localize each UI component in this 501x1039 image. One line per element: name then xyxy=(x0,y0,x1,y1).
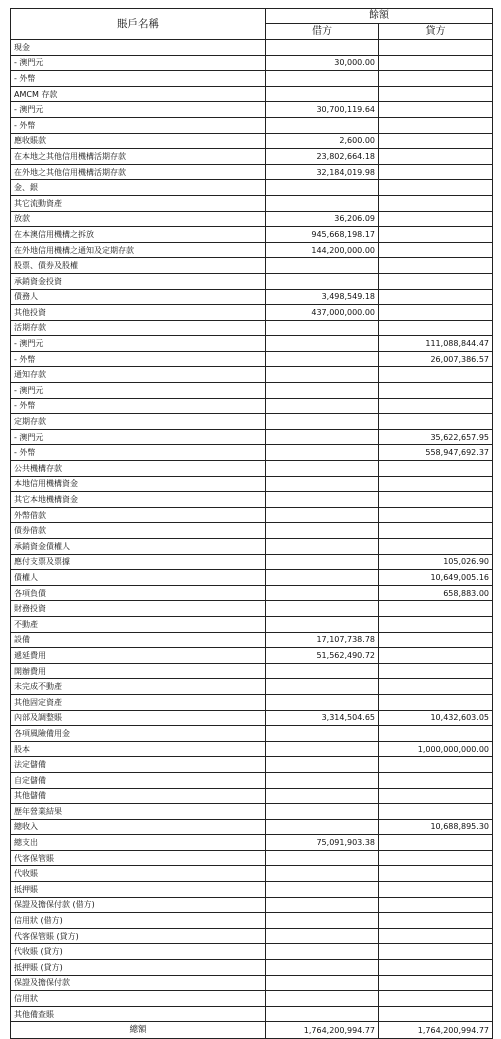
account-name: 其他投資 xyxy=(11,305,266,321)
credit-amount xyxy=(379,149,493,165)
account-row xyxy=(11,507,493,523)
account-row xyxy=(11,461,493,477)
account-name: - 外幣 xyxy=(11,445,266,461)
debit-amount xyxy=(266,461,379,477)
account-row xyxy=(11,40,493,56)
credit-amount xyxy=(379,1006,493,1022)
credit-amount: 105,026.90 xyxy=(379,554,493,570)
account-name: 在外地信用機構之通知及定期存款 xyxy=(11,242,266,258)
credit-amount: 658,883.00 xyxy=(379,585,493,601)
debit-amount xyxy=(266,195,379,211)
credit-amount: 10,688,895.30 xyxy=(379,819,493,835)
credit-amount xyxy=(379,492,493,508)
debit-amount xyxy=(266,819,379,835)
account-name: 自定儲備 xyxy=(11,772,266,788)
account-row xyxy=(11,570,493,586)
debit-amount xyxy=(266,960,379,976)
debit-amount xyxy=(266,71,379,87)
credit-amount xyxy=(379,975,493,991)
credit-amount xyxy=(379,913,493,929)
account-name: 在外地之其他信用機構活期存款 xyxy=(11,164,266,180)
total-row xyxy=(11,1022,493,1039)
account-name: 法定儲備 xyxy=(11,757,266,773)
debit-amount: 2,600.00 xyxy=(266,133,379,149)
account-name: 債券借款 xyxy=(11,523,266,539)
debit-amount xyxy=(266,585,379,601)
account-name: 保證及擔保付款 xyxy=(11,975,266,991)
account-name: 抵押賬 (貸方) xyxy=(11,960,266,976)
account-row xyxy=(11,180,493,196)
account-row xyxy=(11,960,493,976)
account-name: 金、銀 xyxy=(11,180,266,196)
account-name: 歷年營業結果 xyxy=(11,804,266,820)
debit-amount xyxy=(266,429,379,445)
account-row xyxy=(11,882,493,898)
account-name: 承銷資金債權人 xyxy=(11,539,266,555)
account-name: 其它本地機構資金 xyxy=(11,492,266,508)
account-name: 債權人 xyxy=(11,570,266,586)
debit-amount xyxy=(266,616,379,632)
debit-amount xyxy=(266,882,379,898)
account-name: 抵押賬 xyxy=(11,882,266,898)
account-row xyxy=(11,585,493,601)
debit-amount xyxy=(266,944,379,960)
account-row xyxy=(11,133,493,149)
debit-amount xyxy=(266,913,379,929)
debit-amount: 945,668,198.17 xyxy=(266,227,379,243)
debit-amount xyxy=(266,273,379,289)
credit-amount xyxy=(379,679,493,695)
credit-amount xyxy=(379,835,493,851)
account-row xyxy=(11,1006,493,1022)
account-row xyxy=(11,351,493,367)
debit-amount xyxy=(266,741,379,757)
account-row xyxy=(11,663,493,679)
account-row xyxy=(11,601,493,617)
credit-amount: 26,007,386.57 xyxy=(379,351,493,367)
credit-amount xyxy=(379,414,493,430)
account-row xyxy=(11,273,493,289)
account-name: 通知存款 xyxy=(11,367,266,383)
account-row xyxy=(11,913,493,929)
account-name: 應收賬款 xyxy=(11,133,266,149)
credit-amount xyxy=(379,40,493,56)
credit-amount xyxy=(379,320,493,336)
debit-amount xyxy=(266,398,379,414)
account-row xyxy=(11,336,493,352)
account-name: - 外幣 xyxy=(11,351,266,367)
account-name: 其它流動資產 xyxy=(11,195,266,211)
debit-amount: 17,107,738.78 xyxy=(266,632,379,648)
credit-amount xyxy=(379,648,493,664)
debit-amount xyxy=(266,40,379,56)
credit-amount xyxy=(379,258,493,274)
account-name: 在本澳信用機構之拆放 xyxy=(11,227,266,243)
credit-amount xyxy=(379,367,493,383)
credit-amount xyxy=(379,398,493,414)
debit-amount xyxy=(266,492,379,508)
debit-amount xyxy=(266,117,379,133)
account-row xyxy=(11,86,493,102)
total-label: 總額 xyxy=(11,1022,266,1039)
credit-amount: 558,947,692.37 xyxy=(379,445,493,461)
account-name: 代收賬 (貸方) xyxy=(11,944,266,960)
account-name: 股票、債券及股權 xyxy=(11,258,266,274)
account-row xyxy=(11,164,493,180)
credit-amount xyxy=(379,476,493,492)
debit-amount xyxy=(266,86,379,102)
account-name: 信用狀 xyxy=(11,991,266,1007)
debit-amount: 144,200,000.00 xyxy=(266,242,379,258)
credit-amount xyxy=(379,882,493,898)
account-name: - 外幣 xyxy=(11,117,266,133)
account-row xyxy=(11,975,493,991)
account-name: - 澳門元 xyxy=(11,429,266,445)
credit-amount: 10,432,603.05 xyxy=(379,710,493,726)
credit-amount xyxy=(379,788,493,804)
account-name: 定期存款 xyxy=(11,414,266,430)
account-name: - 澳門元 xyxy=(11,383,266,399)
account-name: 不動產 xyxy=(11,616,266,632)
credit-amount xyxy=(379,180,493,196)
debit-amount: 32,184,019.98 xyxy=(266,164,379,180)
debit-amount: 30,700,119.64 xyxy=(266,102,379,118)
account-name: 在本地之其他信用機構活期存款 xyxy=(11,149,266,165)
account-row xyxy=(11,944,493,960)
account-name: - 澳門元 xyxy=(11,55,266,71)
account-row xyxy=(11,258,493,274)
credit-amount xyxy=(379,726,493,742)
debit-amount xyxy=(266,601,379,617)
account-row xyxy=(11,71,493,87)
account-name: AMCM 存款 xyxy=(11,86,266,102)
account-row xyxy=(11,523,493,539)
total-debit: 1,764,200,994.77 xyxy=(266,1022,379,1039)
account-row xyxy=(11,679,493,695)
credit-amount xyxy=(379,694,493,710)
account-name: 開辦費用 xyxy=(11,663,266,679)
credit-amount xyxy=(379,461,493,477)
account-row xyxy=(11,398,493,414)
account-row xyxy=(11,632,493,648)
account-row xyxy=(11,616,493,632)
account-name: 總收入 xyxy=(11,819,266,835)
debit-amount: 51,562,490.72 xyxy=(266,648,379,664)
account-row xyxy=(11,866,493,882)
account-row xyxy=(11,117,493,133)
debit-amount xyxy=(266,850,379,866)
debit-amount xyxy=(266,804,379,820)
credit-amount xyxy=(379,71,493,87)
account-name: 本地信用機構資金 xyxy=(11,476,266,492)
debit-amount: 75,091,903.38 xyxy=(266,835,379,851)
debit-amount xyxy=(266,975,379,991)
credit-amount xyxy=(379,133,493,149)
account-name: 未完成不動產 xyxy=(11,679,266,695)
trial-balance-table xyxy=(10,8,493,1039)
credit-amount xyxy=(379,632,493,648)
account-row xyxy=(11,102,493,118)
account-name: 其他儲備 xyxy=(11,788,266,804)
trial-balance-sheet xyxy=(10,8,492,1039)
account-row xyxy=(11,710,493,726)
account-row xyxy=(11,539,493,555)
account-row xyxy=(11,211,493,227)
account-name: 活期存款 xyxy=(11,320,266,336)
credit-amount xyxy=(379,757,493,773)
debit-amount xyxy=(266,258,379,274)
credit-amount xyxy=(379,897,493,913)
debit-amount xyxy=(266,694,379,710)
credit-amount xyxy=(379,383,493,399)
credit-amount xyxy=(379,944,493,960)
account-name: 承銷資金投資 xyxy=(11,273,266,289)
account-name: - 澳門元 xyxy=(11,102,266,118)
debit-amount xyxy=(266,554,379,570)
debit-amount xyxy=(266,788,379,804)
account-row xyxy=(11,850,493,866)
account-row xyxy=(11,383,493,399)
credit-amount xyxy=(379,601,493,617)
debit-amount xyxy=(266,180,379,196)
account-name: 債務人 xyxy=(11,289,266,305)
debit-amount xyxy=(266,757,379,773)
account-name: 內部及調整賬 xyxy=(11,710,266,726)
account-row xyxy=(11,492,493,508)
credit-amount xyxy=(379,663,493,679)
debit-amount xyxy=(266,320,379,336)
debit-amount: 3,314,504.65 xyxy=(266,710,379,726)
account-name: 總支出 xyxy=(11,835,266,851)
account-name: - 外幣 xyxy=(11,398,266,414)
account-row xyxy=(11,476,493,492)
credit-amount: 10,649,005.16 xyxy=(379,570,493,586)
account-name-header: 賬戶名稱 xyxy=(11,9,266,40)
debit-amount xyxy=(266,772,379,788)
debit-amount xyxy=(266,928,379,944)
credit-amount: 1,000,000,000.00 xyxy=(379,741,493,757)
debit-amount: 437,000,000.00 xyxy=(266,305,379,321)
credit-header: 貸方 xyxy=(379,23,493,39)
debit-amount xyxy=(266,663,379,679)
credit-amount xyxy=(379,117,493,133)
credit-amount xyxy=(379,164,493,180)
account-name: - 澳門元 xyxy=(11,336,266,352)
credit-amount xyxy=(379,772,493,788)
debit-amount xyxy=(266,414,379,430)
credit-amount xyxy=(379,507,493,523)
balance-header: 餘額 xyxy=(266,9,493,24)
total-credit: 1,764,200,994.77 xyxy=(379,1022,493,1039)
debit-amount xyxy=(266,1006,379,1022)
debit-amount xyxy=(266,383,379,399)
credit-amount xyxy=(379,195,493,211)
credit-amount xyxy=(379,523,493,539)
account-row xyxy=(11,429,493,445)
account-row xyxy=(11,195,493,211)
account-row xyxy=(11,367,493,383)
credit-amount xyxy=(379,539,493,555)
debit-header: 借方 xyxy=(266,23,379,39)
account-row xyxy=(11,772,493,788)
credit-amount xyxy=(379,211,493,227)
account-row xyxy=(11,414,493,430)
debit-amount xyxy=(266,367,379,383)
account-name: 各項風險備用金 xyxy=(11,726,266,742)
account-row xyxy=(11,694,493,710)
account-row xyxy=(11,648,493,664)
debit-amount xyxy=(266,351,379,367)
debit-amount xyxy=(266,679,379,695)
account-name: 放款 xyxy=(11,211,266,227)
debit-amount: 36,206.09 xyxy=(266,211,379,227)
account-name: 其他備查賬 xyxy=(11,1006,266,1022)
debit-amount xyxy=(266,507,379,523)
account-name: 遞延費用 xyxy=(11,648,266,664)
account-row xyxy=(11,928,493,944)
credit-amount xyxy=(379,991,493,1007)
account-row xyxy=(11,242,493,258)
account-name: 外幣借款 xyxy=(11,507,266,523)
debit-amount xyxy=(266,570,379,586)
account-row xyxy=(11,55,493,71)
debit-amount xyxy=(266,336,379,352)
account-row xyxy=(11,741,493,757)
account-row xyxy=(11,320,493,336)
account-name: 現金 xyxy=(11,40,266,56)
account-row xyxy=(11,726,493,742)
debit-amount xyxy=(266,445,379,461)
account-row xyxy=(11,897,493,913)
credit-amount xyxy=(379,928,493,944)
debit-amount xyxy=(266,523,379,539)
credit-amount xyxy=(379,227,493,243)
account-row xyxy=(11,149,493,165)
debit-amount xyxy=(266,897,379,913)
account-name: 代收賬 xyxy=(11,866,266,882)
credit-amount xyxy=(379,850,493,866)
credit-amount xyxy=(379,86,493,102)
credit-amount xyxy=(379,273,493,289)
debit-amount xyxy=(266,539,379,555)
account-name: 應付支票及票據 xyxy=(11,554,266,570)
account-row xyxy=(11,445,493,461)
account-name: 設備 xyxy=(11,632,266,648)
account-name: 其他固定資產 xyxy=(11,694,266,710)
account-rows xyxy=(11,40,493,1022)
account-row xyxy=(11,991,493,1007)
account-name: 代客保管賬 xyxy=(11,850,266,866)
account-row xyxy=(11,227,493,243)
credit-amount xyxy=(379,242,493,258)
account-row xyxy=(11,788,493,804)
debit-amount: 30,000.00 xyxy=(266,55,379,71)
debit-amount xyxy=(266,991,379,1007)
credit-amount xyxy=(379,102,493,118)
debit-amount xyxy=(266,866,379,882)
credit-amount xyxy=(379,866,493,882)
debit-amount: 3,498,549.18 xyxy=(266,289,379,305)
credit-amount: 111,088,844.47 xyxy=(379,336,493,352)
account-name: 代客保管賬 (貸方) xyxy=(11,928,266,944)
credit-amount: 35,622,657.95 xyxy=(379,429,493,445)
account-name: 財務投資 xyxy=(11,601,266,617)
credit-amount xyxy=(379,305,493,321)
account-row xyxy=(11,554,493,570)
account-name: 信用狀 (借方) xyxy=(11,913,266,929)
account-name: 保證及擔保付款 (借方) xyxy=(11,897,266,913)
account-row xyxy=(11,305,493,321)
debit-amount: 23,802,664.18 xyxy=(266,149,379,165)
account-row xyxy=(11,289,493,305)
credit-amount xyxy=(379,804,493,820)
credit-amount xyxy=(379,55,493,71)
credit-amount xyxy=(379,616,493,632)
account-row xyxy=(11,804,493,820)
debit-amount xyxy=(266,726,379,742)
account-row xyxy=(11,757,493,773)
credit-amount xyxy=(379,289,493,305)
account-row xyxy=(11,819,493,835)
account-row xyxy=(11,835,493,851)
account-name: - 外幣 xyxy=(11,71,266,87)
debit-amount xyxy=(266,476,379,492)
account-name: 公共機構存款 xyxy=(11,461,266,477)
credit-amount xyxy=(379,960,493,976)
account-name: 股本 xyxy=(11,741,266,757)
account-name: 各項負債 xyxy=(11,585,266,601)
